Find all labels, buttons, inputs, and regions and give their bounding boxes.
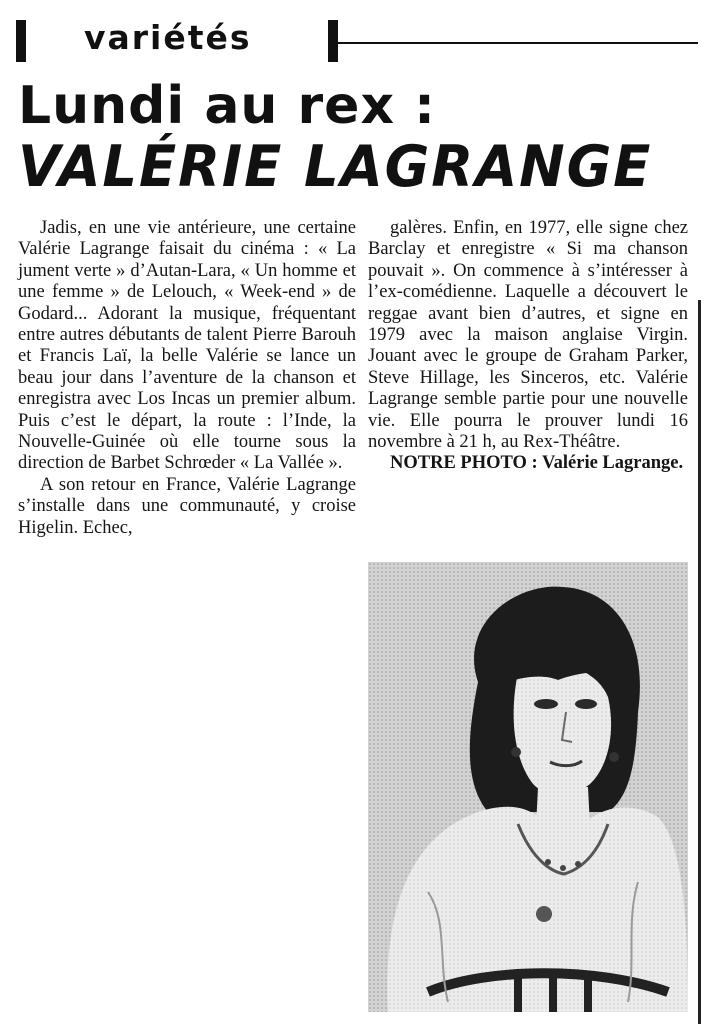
portrait-photo <box>368 562 688 1012</box>
page-edge-rule <box>698 300 701 1024</box>
section-rubric: variétés <box>84 18 252 57</box>
photo-caption: NOTRE PHOTO : Valérie Lagrange. <box>390 453 684 474</box>
article-column-left <box>18 218 356 539</box>
portrait-illustration <box>368 562 688 1012</box>
article-paragraph: A son retour en France, Valérie Lagrange s’installe dans une communauté, y croise Higelin. Echec, <box>18 474 356 538</box>
headline-line-2: VALÉRIE LAGRANGE <box>18 134 653 200</box>
headline-line-1: Lundi au rex : <box>18 76 436 136</box>
header-rule <box>338 42 698 44</box>
article-paragraph: galères. Enfin, en 1977, elle signe chez Barclay et enregistre « Si ma chanson pouvait ». On commence à s’intéresser à l’ex-comédienne. Laquelle a découvert le reggae avant bien d’autres, et signe en 1979 avec la maison anglaise Virgin. Jouant avec le groupe de Graham Parker, Steve Hillage, les Sinceros, etc. Valérie Lagrange semble partie pour une nouvelle vie. Elle pourra le prouver lundi 16 novembre à 21 h, au Rex-Théâtre. <box>368 218 688 453</box>
article-paragraph: Jadis, en une vie antérieure, une certaine Valérie Lagrange faisait du cinéma : « La jument verte » d’Autan-Lara, « Un homme et une femme » de Lelouch, « Week-end » de Godard... Adorant la musique, fréquentant entre autres débutants de talent Pierre Barouh et Francis Laï, la belle Valérie se lance un beau jour dans l’aventure de la chanson et enregistra avec Los Incas un premier album. Puis c’est le départ, la route : l’Inde, la Nouvelle-Guinée où elle tourne sous la direction de Barbet Schrœder « La Vallée ». <box>18 218 356 474</box>
article-column-right <box>368 218 688 475</box>
